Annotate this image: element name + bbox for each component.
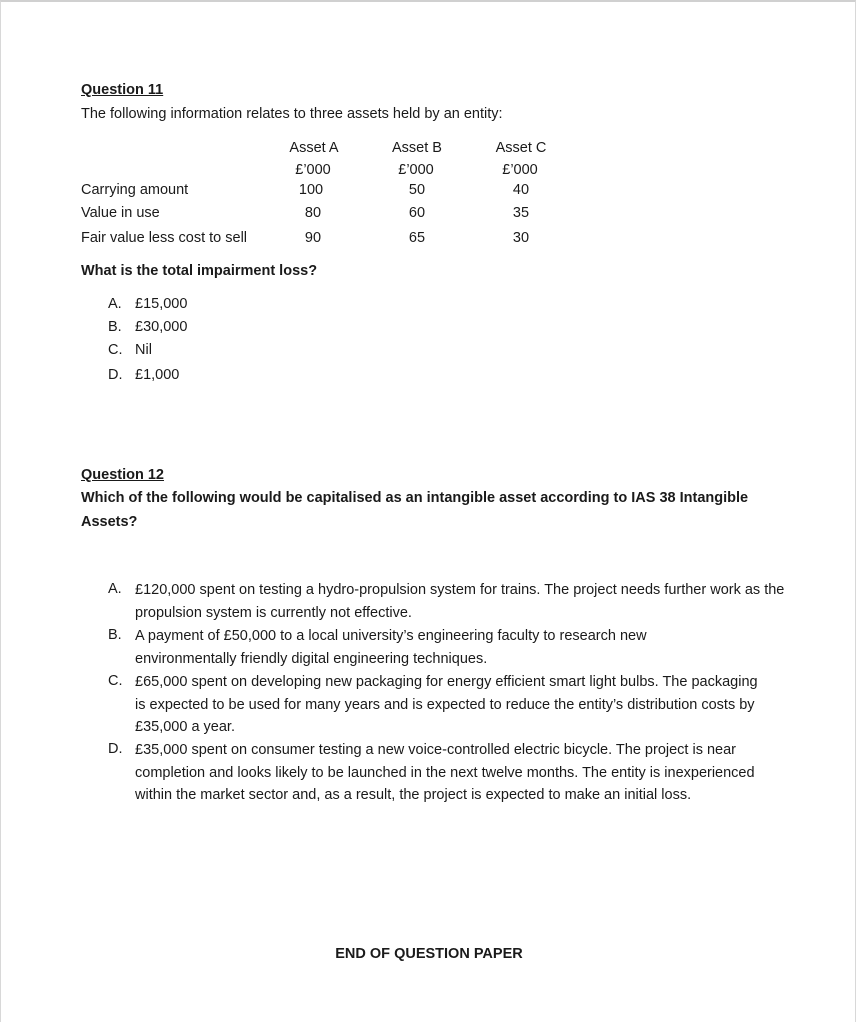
option-letter: A.	[108, 581, 122, 597]
option-letter: D.	[108, 367, 123, 383]
option-letter: D.	[108, 741, 123, 757]
column-header-asset-c: Asset C	[495, 140, 547, 156]
option-letter: B.	[108, 319, 122, 335]
end-of-paper: END OF QUESTION PAPER	[335, 946, 523, 962]
question-12-prompt-line1: Which of the following would be capitalised as an intangible asset according to IAS 38 Intangible	[81, 490, 749, 506]
row-label-value-in-use: Value in use	[81, 205, 160, 221]
option-letter: B.	[108, 627, 122, 643]
option-letter: A.	[108, 296, 122, 312]
cell-value: 90	[304, 230, 322, 246]
cell-value: 40	[512, 182, 530, 198]
option-text: Nil	[135, 342, 152, 358]
cell-value: 100	[298, 182, 324, 198]
cell-value: 50	[408, 182, 426, 198]
question-12-prompt-line2: Assets?	[81, 514, 138, 530]
unit-asset-c: £’000	[502, 162, 538, 178]
question-11-intro: The following information relates to three assets held by an entity:	[81, 106, 503, 122]
question-11-prompt: What is the total impairment loss?	[81, 263, 318, 279]
option-text: £30,000	[135, 319, 188, 335]
cell-value: 30	[512, 230, 530, 246]
option-letter: C.	[108, 673, 123, 689]
option-letter: C.	[108, 342, 123, 358]
unit-asset-a: £’000	[295, 162, 331, 178]
cell-value: 35	[512, 205, 530, 221]
unit-asset-b: £’000	[398, 162, 434, 178]
row-label-fair-value: Fair value less cost to sell	[81, 230, 248, 246]
cell-value: 60	[408, 205, 426, 221]
option-text: A payment of £50,000 to a local university’s engineering faculty to research new environmentally friendly digital engineering techniques.	[135, 628, 647, 667]
row-label-carrying-amount: Carrying amount	[81, 182, 189, 198]
option-text: £120,000 spent on testing a hydro-propulsion system for trains. The project needs further work as the propulsion system is currently not effective.	[135, 582, 785, 621]
cell-value: 65	[408, 230, 426, 246]
option-text: £15,000	[135, 296, 188, 312]
option-text: £35,000 spent on consumer testing a new voice-controlled electric bicycle. The project is near completion and looks likely to be launched in the next twelve months. The entity is inexperienced within the market sector and, as a result, the project is expected to make an initial loss.	[135, 742, 755, 803]
option-text: £1,000	[135, 367, 180, 383]
column-header-asset-b: Asset B	[392, 140, 442, 156]
column-header-asset-a: Asset A	[289, 140, 339, 156]
question-11-title: Question 11	[81, 82, 164, 98]
question-12-title: Question 12	[81, 467, 164, 483]
option-text: £65,000 spent on developing new packaging for energy efficient smart light bulbs. The packaging is expected to be used for many years and is expected to reduce the entity’s distribution costs by £35,000 a year.	[135, 674, 758, 735]
cell-value: 80	[304, 205, 322, 221]
